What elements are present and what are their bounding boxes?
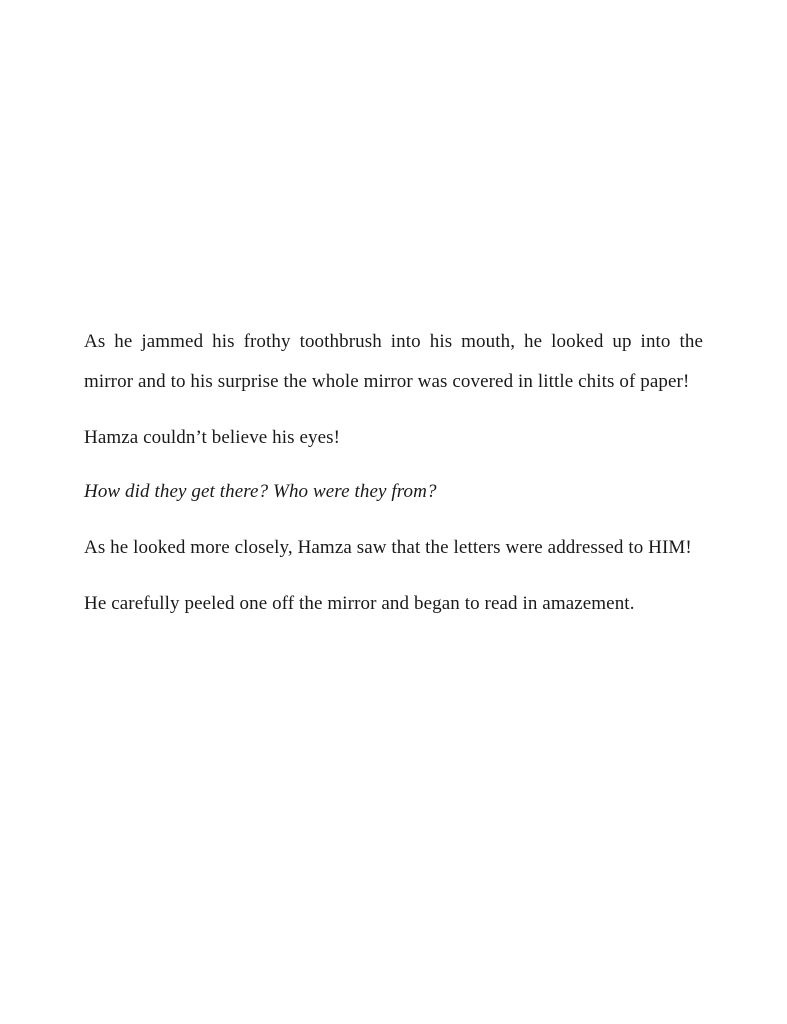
paragraph-toothbrush-mirror: As he jammed his frothy toothbrush into his mouth, he looked up into the mirror and to his surprise the whole mirror was covered in little chits of paper! bbox=[84, 331, 703, 392]
paragraph-inner-thought: How did they get there? Who were they from? bbox=[84, 481, 437, 502]
paragraph-peeled-one-off: He carefully peeled one off the mirror and began to read in amazement. bbox=[84, 593, 635, 614]
paragraph-addressed-to-him: As he looked more closely, Hamza saw that the letters were addressed to HIM! bbox=[84, 537, 692, 558]
paragraph-couldnt-believe: Hamza couldn’t believe his eyes! bbox=[84, 427, 341, 448]
story-text bbox=[84, 322, 703, 640]
